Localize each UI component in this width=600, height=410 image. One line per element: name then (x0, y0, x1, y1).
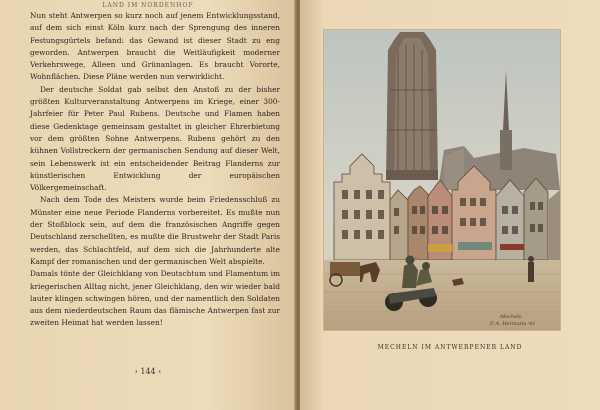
pedestrian (528, 262, 534, 282)
left-page (0, 0, 296, 410)
illustration-plate (324, 30, 560, 330)
signature-place: Mecheln (500, 314, 522, 320)
mecheln-cathedral-painting (324, 30, 560, 330)
page-number: › 144 ‹ (134, 367, 162, 376)
paragraph: Nach dem Tode des Meisters wurde beim Friedensschluß zu Münster eine neue Periode Flanderns vorbereitet. Es mußte nun der Stoßblock sein, auf dem die französischen Angriffe gegen Deutschland zerschellten, es mußte die Brustwehr der Stadt Paris werden, das Schlachtfeld, auf dem sich die Jahrhunderte alte Kampf der romanischen und der germanischen Welt abspielte. (30, 195, 280, 266)
paragraph: Damals tönte der Gleichklang von Deutschtum und Flamentum im kriegerischen Alltag nicht, jener Gleichklang, den wir wieder bald lauter klingen schwingen hören, und der namentlich den Soldaten aus dem niederdeutschen Raum das flämische Antwerpen fast zur zweiten Heimat hat werden lassen! (30, 269, 280, 328)
body-text (30, 10, 280, 330)
running-head: LAND IM NORDENHOF (102, 2, 194, 9)
signature-artist: P. A. Hermann '41 (490, 321, 536, 327)
plate-caption: MECHELN IM ANTWERPENER LAND (377, 344, 523, 351)
paragraph: Der deutsche Soldat gab selbst den Anstoß zu der bisher größten Kulturveranstaltung Antwerpens im Kriege, einer 300-Jahrfeier für Peter Paul Rubens. Deutsche und Flamen haben diese Gedenktage gemeinsam gestaltet in gleicher Ehrerbietung vor dem größten Sohne Antwerpens. Rubens gehört zu den kühnen Vollstreckern der germanischen Sendung auf dieser Welt, sein Lebenswerk ist ein entscheidender Beitrag Flanderns zur künstlerischen Entwicklung der europäischen Völkergemeinschaft. (30, 84, 280, 193)
paragraph: Nun steht Antwerpen so kurz noch auf jenem Entwicklungsstand, auf dem sich einst Köln kurz nach der Sprengung des inneren Festungsgürtels befand: das Gewand ist dieser Stadt zu eng geworden. Antwerpen braucht die Weitläufigkeit moderner Verkehrswege, Alleen und Grünanlagen. Es braucht Vororte, Wohnflächen. Diese Pläne werden nun verwirklicht. (30, 11, 280, 82)
cathedral-tower (386, 32, 438, 180)
